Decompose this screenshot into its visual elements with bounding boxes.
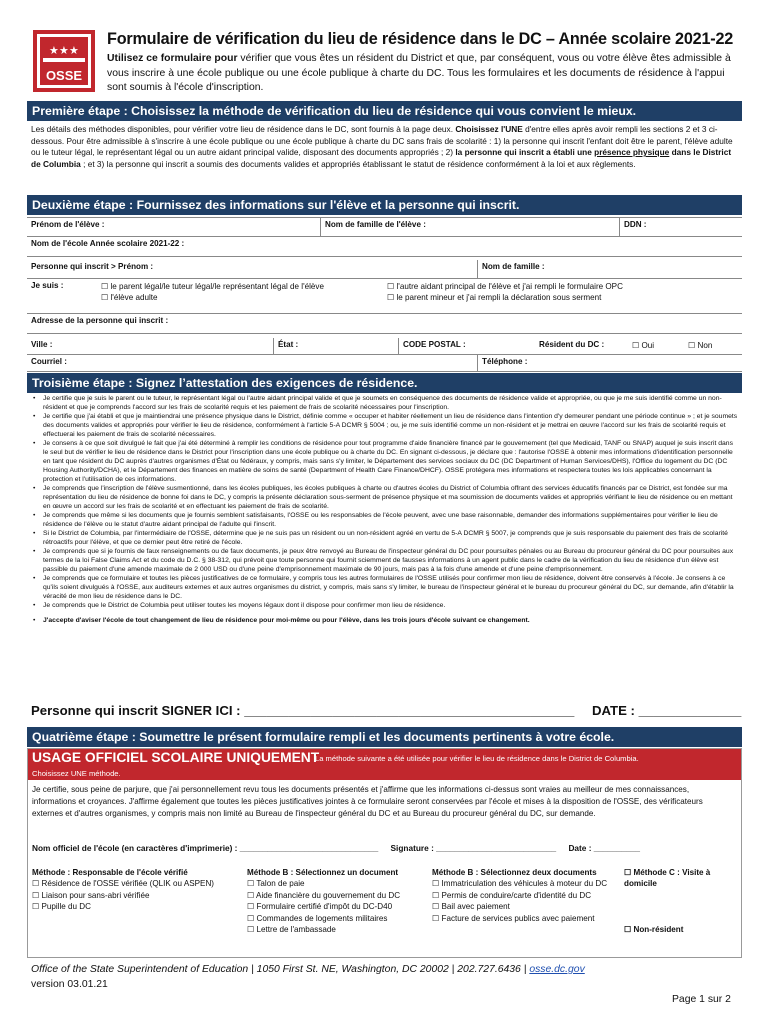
step1-text: Les détails des méthodes disponibles, pour vérifier votre lieu de résidence dans le DC, sont fournis à la page deux. Choisissez l'UNE d'entre elles après avoir rempli les sections 2 et 3 ci-dessous. Pour être admissible à s'inscrire à une école publique ou une école publique à charte du DC sans frais de scolarité : 1) la personne qui inscrit l'enfant doit être le parent, l'élève adulte ou le tuteur légal, le représentant légal ou un autre aidant principal valide, disposant des documents appropriés ; 2) la personne qui inscrit a établi une présence physique dans le District de Columbia ; et 3) la personne qui inscrit a soumis des documents valides et appropriés établissant le statut de résidence conformément à la loi et aux règlements. [31, 124, 733, 169]
method-b1-option[interactable]: ☐ Talon de paie [247, 879, 305, 889]
attestation-item: • Je certifie que j'ai établi et que je maintiendrai une présence physique dans le District, définie comme « occuper et habiter réellement un lieu de résidence dans l'intention d'y demeurer pendant une période continue » ; et je soumets des documents valides et appropriés pour vérifier le lieu de résidence, conformément à l'article 5-A DCMR § 5004 ; ou, je me suis identifié comme un non-résident et je mettrai en œuvre l'accord sur les frais de scolarité requis et effectuerai les paiement de frais de scolarité nécessaires. [31, 412, 739, 439]
method-b2-option[interactable]: ☐ Permis de conduire/carte d'identité du DC [432, 890, 592, 900]
attestation-item-last: • J'accepte d'aviser l'école de tout changement de lieu de résidence pour moi-même ou pour l'élève, dans les trois jours d'école suivant ce changement. [31, 616, 739, 625]
student-last-name-field[interactable]: Nom de famille de l'élève : [320, 218, 619, 236]
dob-field[interactable]: DDN : [619, 218, 742, 236]
address-field[interactable]: Adresse de la personne qui inscrit : [31, 316, 169, 325]
step4-banner: Quatrième étape : Soumettre le présent formulaire rempli et les documents pertinents à votre école. [27, 727, 742, 747]
official-use-header [28, 749, 741, 780]
contact-row [27, 355, 742, 372]
school-name-field[interactable]: Nom de l'école Année scolaire 2021-22 : [31, 239, 185, 248]
official-signature-field[interactable]: Signature : __________________________ [390, 843, 557, 853]
student-info-grid [27, 217, 742, 370]
attestation-item: • Je comprends que si je fournis de faux renseignements ou de faux documents, je peux être renvoyé au Bureau de l'inspecteur général du DC pour poursuites pénales ou au Bureau du procureur général du DC pour poursuites aux termes de la loi False Claims Act et du code du D.C. § 38-312, qui prévoit que toute personne qui fournit sciemment de fausses informations à un agent public dans le cadre de la vérification du lieu de résidence d'un élève est passible du paiement d'une amende maximale de 2 000 USD ou d'une peine d'emprisonnement maximale de 90 jours, mais pas à la fois d'une amende et d'une peine d'emprisonnement. [31, 547, 739, 574]
attestation-item: • Je comprends que même si les documents que je fournis semblent satisfaisants, l'OSSE ou les responsables de l'école peuvent, avec une base raisonnable, demander des informations supplémentaires pour vérifier le lieu de résidence de l'élève ou le statut d'autre aidant principal de l'adulte qui l'inscrit. [31, 511, 739, 529]
date-label: DATE : [591, 703, 639, 718]
school-official-name-field[interactable]: Nom officiel de l'école (en caractères d'imprimerie) : ______________________________ [32, 843, 379, 853]
method-a-option[interactable]: ☐ Liaison pour sans-abri vérifiée [32, 890, 150, 900]
attestation-list [31, 394, 739, 625]
method-c-column [624, 867, 734, 935]
state-field[interactable]: État : [273, 338, 398, 354]
method-a-column [32, 867, 242, 913]
date-field[interactable]: ______________ [638, 703, 742, 718]
osse-logo [33, 30, 95, 92]
method-b2-option[interactable]: ☐ Facture de services publics avec paiement [432, 913, 595, 923]
enroller-first-name-field[interactable]: Personne qui inscrit > Prénom : [31, 262, 154, 271]
official-use-note: La méthode suivante a été utilisée pour vérifier le lieu de résidence dans le District de Columbia. [315, 754, 639, 763]
method-b2-option[interactable]: ☐ Bail avec paiement [432, 902, 510, 912]
iam-label: Je suis : [31, 281, 64, 290]
relationship-row [27, 279, 742, 314]
relationship-options-left [97, 279, 387, 313]
osse-website-link[interactable]: osse.dc.gov [529, 964, 585, 975]
sign-label: Personne qui inscrit SIGNER ICI : [31, 703, 245, 718]
footer-office: Office of the State Superintendent of Education | 1050 First St. NE, Washington, DC 20002 | 202.727.6436 | osse.dc.gov [31, 964, 585, 975]
official-use-title: USAGE OFFICIEL SCOLAIRE UNIQUEMENT [32, 750, 320, 765]
page-number: Page 1 sur 2 [672, 994, 731, 1005]
attestation-item: • Je comprends que le District de Columbia peut utiliser toutes les moyens légaux dont il dispose pour confirmer mon lieu de résidence. [31, 601, 739, 610]
method-b1-option[interactable]: ☐ Lettre de l'ambassade [247, 925, 336, 935]
parent-guardian-checkbox[interactable]: ☐ le parent légal/le tuteur légal/le représentant légal de l'élève [101, 282, 324, 291]
method-b2-heading: Méthode B : Sélectionnez deux documents [432, 868, 597, 877]
zip-field[interactable]: CODE POSTAL : [398, 338, 535, 354]
svg-text:★: ★ [49, 44, 59, 57]
step1-banner: Première étape : Choisissez la méthode de vérification du lieu de résidence qui vous convient le mieux. [27, 101, 742, 121]
svg-text:★: ★ [69, 44, 79, 57]
attestation-item: • Si le District de Columbia, par l'intermédiaire de l'OSSE, détermine que je ne suis pas un résident ou un non-résident agréé en vertu de 5-A DCMR § 5007, je comprends que je suis responsable du paiement des frais de scolarité rétroactifs pour l'élève, et que ce dernier peut être retiré de l'école. [31, 529, 739, 547]
relationship-options-right [383, 279, 742, 313]
form-title: Formulaire de vérification du lieu de résidence dans le DC – Année scolaire 2021-22 [107, 30, 734, 48]
resident-yes-checkbox[interactable]: ☐ Oui [632, 341, 655, 350]
step3-banner: Troisième étape : Signez l’attestation des exigences de résidence. [27, 373, 742, 393]
city-row [27, 338, 742, 355]
official-certification: Je certifie, sous peine de parjure, que j'ai personnellement revu tous les documents présentés et j'affirme que les informations ci-dessus sont vraies au meilleur de mes connaissances, informations et croyances. J'affirme également que toutes les pièces justificatives jointes à ce formulaire seront conservées par l'école et mises à la disposition de l'OSSE, des vérificateurs externes et d'autres organismes, y compris mais non limité au Bureau de l'inspecteur général du DC et au Bureau du procureur général du DC, sur demande. [32, 785, 703, 819]
method-b1-option[interactable]: ☐ Aide financière du gouvernement du DC [247, 890, 401, 900]
attestation-item: • Je comprends que l'inscription de l'élève susmentionné, dans les écoles publiques, les écoles publiques à charte ou d'autres écoles du District of Columbia offrant des services éducatifs financés par ce District, est fondée sur ma représentation du lieu de résidence de bonne foi dans le DC, y compris la présente déclaration sous-serment de présence physique et ma soumission de documents valides et appropriés vérifiant le lieu de résidence ou en mettant en œuvre un accord sur les frais de scolarité et en effectuant les paiement de frais de scolarité. [31, 484, 739, 511]
method-b1-option[interactable]: ☐ Commandes de logements militaires [247, 913, 388, 923]
dc-resident-label: Résident du DC : [539, 340, 605, 349]
email-field[interactable]: Courriel : [31, 357, 67, 366]
resident-no-checkbox[interactable]: ☐ Non [688, 341, 713, 350]
official-date-field[interactable]: Date : __________ [568, 843, 640, 853]
version-label: version 03.01.21 [31, 979, 108, 990]
official-use-box [27, 748, 742, 958]
official-signature-line [32, 843, 734, 853]
method-b1-option[interactable]: ☐ Formulaire certifié d'impôt du DC-D40 [247, 902, 393, 912]
signature-field[interactable]: _____________________________________________ [244, 703, 575, 718]
attestation-item: • Je certifie que je suis le parent ou le tuteur, le représentant légal ou l'autre aidant principal valide et que je soumets en conséquence des documents de résidence valide et appropriée, ou que je me suis identifié comme un non-résident et que je comprends l'accord sur les frais de scolarité requis et les paiement de frais de scolarité nécessaires pour l'inscription. [31, 394, 739, 412]
svg-text:★: ★ [59, 44, 69, 57]
svg-text:OSSE: OSSE [45, 68, 83, 83]
official-use-choose: Choisissez UNE méthode. [32, 769, 121, 778]
signature-line [31, 703, 742, 718]
student-first-name-field[interactable]: Prénom de l'élève : [31, 220, 105, 229]
step2-banner: Deuxième étape : Fournissez des informations sur l'élève et la personne qui inscrit. [27, 195, 742, 215]
method-a-option[interactable]: ☐ Pupille du DC [32, 902, 91, 912]
school-row[interactable] [27, 237, 742, 257]
method-b1-column [247, 867, 432, 935]
method-b2-column [432, 867, 622, 924]
method-a-option[interactable]: ☐ Résidence de l'OSSE vérifiée (QLIK ou ASPEN) [32, 879, 214, 889]
phone-field[interactable]: Téléphone : [477, 355, 742, 371]
attestation-item: • Je consens à ce que soit divulgué le fait que j'ai été déterminé à remplir les conditions de résidence pour tout programme d'aide financière financé par le gouvernement (tel que Medicaid, TANF ou SNAP) auquel je suis inscrit dans le seul but de vérifier le lieu de résidence dans le District pour l'inscription dans une école publique ou à charte du DC. En signant ci-dessous, je déclare que : l'autorise l'OSSE à obtenir mes informations d'identification personnelle en tant que résident du DC auprès d'autres organismes d'État ou fédéraux, y compris, mais sans s'y limiter, le Département des services sociaux du DC (DC Department of Human Services/DHS), l'Office du logement du DC (DC Housing Authority/DCHA), et le Département des finances en matière de soins de santé (Department of Health Care Finance/DHCF). OSSE protégera mes informations et respectera toutes les lois applicables concernant la protection et l'utilisation de ces informations. [31, 439, 739, 484]
enroller-name-row [27, 260, 742, 279]
non-resident-checkbox[interactable]: ☐ Non-résident [624, 924, 684, 934]
enroller-last-name-field[interactable]: Nom de famille : [477, 260, 742, 278]
method-c-checkbox[interactable]: ☐ Méthode C : Visite à domicile [624, 868, 711, 889]
method-b2-option[interactable]: ☐ Immatriculation des véhicules à moteur du DC [432, 879, 608, 889]
method-a-heading: Méthode : Responsable de l'école vérifié [32, 868, 188, 877]
student-name-row [27, 218, 742, 237]
adult-student-checkbox[interactable]: ☐ l'élève adulte [101, 293, 158, 302]
other-caregiver-checkbox[interactable]: ☐ l'autre aidant principal de l'élève et j'ai rempli le formulaire OPC [387, 282, 623, 291]
attestation-item: • Je comprends que ce formulaire et toutes les pièces justificatives de ce formulaire, y compris tous les autres formulaires de l'OSSE utilisés pour confirmer mon lieu de résidence, doivent être conservés à l'école. Je consens à ce qu'ils soient divulgués à l'OSSE, aux auditeurs externes et aux autres organismes du district, y compris, mais sans s'y limiter, le bureau de l'inspecteur général et le bureau du procureur général du DC, sur demande, afin d'établir la véracité de mon lieu de résidence dans le DC. [31, 574, 739, 601]
city-field[interactable]: Ville : [31, 340, 53, 349]
method-b1-heading: Méthode B : Sélectionnez un document [247, 868, 399, 877]
form-intro: Utilisez ce formulaire pour vérifier que vous êtes un résident du District et que, par conséquent, vous ou votre élève êtes admissible à vous inscrire à une école publique ou une école publique à charte du DC. Tous les formulaires et les documents de résidence à l'appui sont soumis à l'école d'inscription. [107, 53, 731, 94]
address-row [27, 314, 742, 334]
minor-parent-checkbox[interactable]: ☐ le parent mineur et j'ai rempli la déclaration sous serment [387, 293, 602, 302]
